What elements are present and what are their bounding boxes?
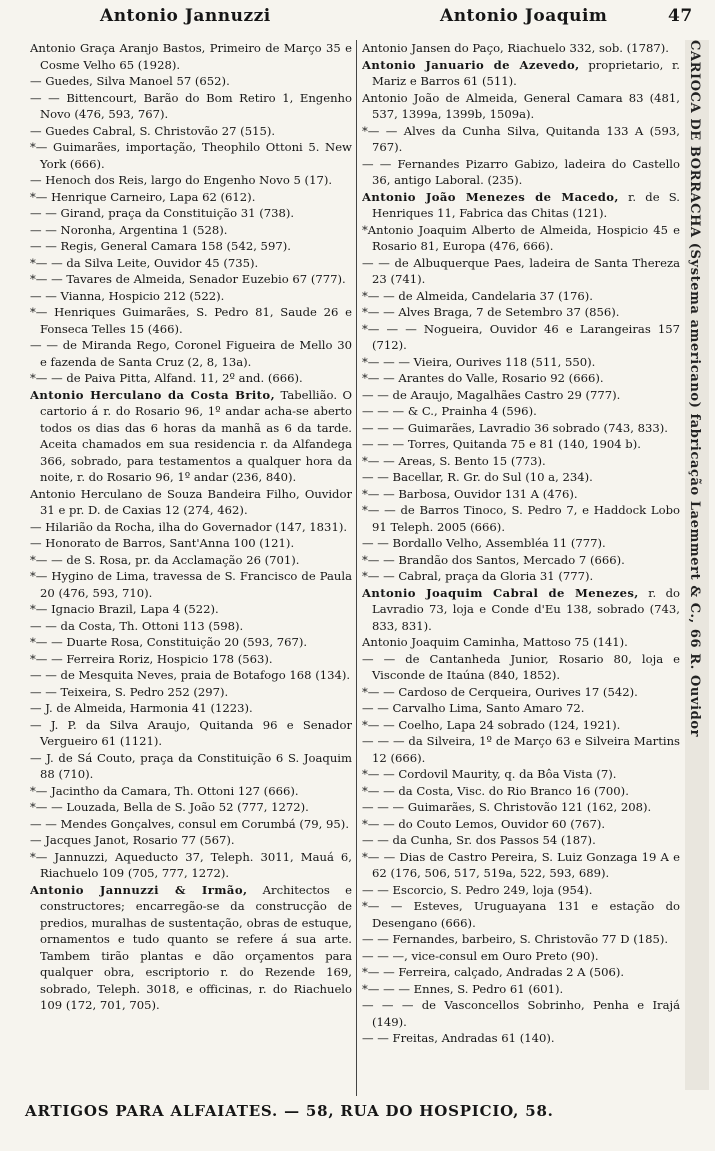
directory-entry [30, 40, 352, 73]
entry-text: *— — de S. Rosa, pr. da Acclamação 26 (701). [30, 552, 300, 567]
entry-text: — — — Torres, Quitanda 75 e 81 (140, 1904 b). [362, 437, 641, 451]
directory-entry [362, 783, 680, 800]
entry-text: — — Fernandes, barbeiro, S. Christovão 77 D (185). [362, 932, 669, 946]
entry-text: Antonio Graça Aranjo Bastos, Primeiro de Março 35 e Cosme Velho 65 (1928). [30, 41, 352, 72]
entry-text: *— — Duarte Rosa, Constituição 20 (593, 767). [30, 635, 308, 649]
directory-entry [362, 156, 680, 189]
entry-text: — J. P. da Silva Araujo, Quitanda 96 e Senador Vergueiro 61 (1121). [30, 717, 352, 748]
entry-text: *— — — Vieira, Ourives 118 (511, 550). [362, 354, 596, 369]
entry-text: — — Teixeira, S. Pedro 252 (297). [30, 684, 229, 699]
directory-entry [30, 90, 352, 123]
directory-entry [362, 40, 680, 57]
directory-entry [362, 981, 680, 998]
directory-entry [362, 552, 680, 569]
directory-entry [362, 370, 680, 387]
entry-text: — — Noronha, Argentina 1 (528). [30, 222, 228, 237]
directory-entry [30, 255, 352, 272]
directory-entry [30, 816, 352, 833]
column-divider [356, 40, 357, 1096]
entry-text: *— — Alves da Cunha Silva, Quitanda 133 A (593, 767). [362, 123, 680, 154]
entry-text: — — de Cantanheda Junior, Rosario 80, loja e Visconde de Itaúna (840, 1852). [362, 651, 680, 682]
entry-text: — — da Cunha, Sr. dos Passos 54 (187). [362, 833, 596, 847]
directory-entry [30, 73, 352, 90]
entry-text: — — da Costa, Th. Ottoni 113 (598). [30, 618, 244, 633]
directory-entry [362, 502, 680, 535]
directory-entry [30, 700, 352, 717]
entry-text: — — — da Silveira, 1º de Março 63 e Silveira Martins 12 (666). [362, 734, 680, 765]
directory-entry [362, 304, 680, 321]
directory-entry [30, 337, 352, 370]
entry-text: — — de Araujo, Magalhães Castro 29 (777). [362, 387, 621, 402]
directory-entry [362, 717, 680, 734]
directory-entry [30, 634, 352, 651]
entry-text: *— — Cordovil Maurity, q. da Bôa Vista (7). [362, 767, 617, 781]
entry-text: Antonio Joaquim Caminha, Mattoso 75 (141). [362, 635, 628, 649]
directory-entry [30, 222, 352, 239]
directory-entry [362, 766, 680, 783]
entry-text: Architectos e constructores; encarregão-se da construcção de predios, muralhas de sustentação, obras de estuque, ornamentos e tudo quanto se refere á sua arte. Tambem tirão plantas e dão orçamentos para qualquer obra, escriptorio r. do Rezende 169, sobrado, Teleph. 3018, e officinas, r. do Riachuelo 109 (172, 701, 705). [40, 882, 352, 1012]
entry-text: — — Bacellar, R. Gr. do Sul (10 a, 234). [362, 470, 593, 484]
directory-entry [362, 535, 680, 552]
entry-text: *— — Arantes do Valle, Rosario 92 (666). [362, 371, 604, 385]
directory-entry [362, 436, 680, 453]
footer-advert: ARTIGOS PARA ALFAIATES. — 58, RUA DO HOSPICIO, 58. [25, 1102, 554, 1120]
entry-text: *— — Alves Braga, 7 de Setembro 37 (856). [362, 305, 620, 319]
entry-text: — Hilarião da Rocha, ilha do Governador (147, 1831). [30, 519, 348, 534]
directory-entry [30, 205, 352, 222]
right-column [362, 40, 680, 1096]
entry-text: — — Girand, praça da Constituição 31 (738). [30, 206, 295, 220]
entry-text: *— Jannuzzi, Aqueducto 37, Teleph. 3011, Mauá 6, Riachuelo 109 (705, 777, 1272). [30, 849, 352, 880]
entry-text: — Guedes Cabral, S. Christovão 27 (515). [30, 123, 276, 138]
directory-entry [362, 288, 680, 305]
directory-entry [30, 684, 352, 701]
directory-entry [30, 304, 352, 337]
entry-text: — — de Albuquerque Paes, ladeira de Santa Thereza 23 (741). [362, 255, 680, 286]
entry-text: Tabellião. O cartorio á r. do Rosario 96, 1º andar acha-se aberto todos os dias das 6 horas da manhã as 6 da tarde. Aceita chamados em sua residencia r. da Alfandega 366, sobrado, para testamentos a qualquer hora da noite, r. do Rosario 96, 1º andar (236, 840). [40, 387, 352, 484]
entry-text: — Jacques Janot, Rosario 77 (567). [30, 833, 235, 847]
directory-entry [362, 948, 680, 965]
right-running-head: Antonio Joaquim [440, 6, 608, 26]
entry-text: *— Hygino de Lima, travessa de S. Francisco de Paula 20 (476, 593, 710). [30, 569, 352, 600]
directory-entry [30, 552, 352, 569]
entry-text: — — Fernandes Pizarro Gabizo, ladeira do Castello 36, antigo Laboral. (235). [362, 156, 680, 187]
directory-entry [362, 255, 680, 288]
directory-entry [362, 684, 680, 701]
directory-entry [362, 420, 680, 437]
directory-entry [362, 90, 680, 123]
directory-entry [30, 535, 352, 552]
directory-entry [362, 321, 680, 354]
entry-text: — — — de Vasconcellos Sobrinho, Penha e Irajá (149). [362, 998, 680, 1029]
directory-entry [362, 849, 680, 882]
entry-text: *— — Brandão dos Santos, Mercado 7 (666). [362, 552, 625, 567]
entry-lead: Antonio João Menezes de Macedo, [362, 189, 619, 204]
entry-text: *— — de Barros Tinoco, S. Pedro 7, e Haddock Lobo 91 Teleph. 2005 (666). [362, 503, 680, 534]
entry-text: — Guedes, Silva Manoel 57 (652). [30, 74, 230, 88]
directory-entry [30, 717, 352, 750]
sidebar-advert [685, 40, 709, 1090]
entry-text: *— — Esteves, Uruguayana 131 e estação do Desengano (666). [362, 899, 680, 930]
entry-text: — J. de Almeida, Harmonia 41 (1223). [30, 701, 253, 715]
directory-entry [362, 700, 680, 717]
entry-text: — Honorato de Barros, Sant'Anna 100 (121). [30, 536, 295, 550]
entry-text: — — Bittencourt, Barão do Bom Retiro 1, Engenho Novo (476, 593, 767). [30, 90, 352, 121]
entry-text: — — — Guimarães, Lavradio 36 sobrado (743, 833). [362, 420, 668, 435]
entry-text: *— Henrique Carneiro, Lapa 62 (612). [30, 189, 256, 204]
directory-entry [362, 222, 680, 255]
directory-entry [362, 733, 680, 766]
entry-text: *— — Cardoso de Cerqueira, Ourives 17 (542). [362, 684, 638, 699]
entry-text: proprietario, r. Mariz e Barros 61 (511). [372, 57, 680, 88]
entry-text: — — de Miranda Rego, Coronel Figueira de Mello 30 e fazenda de Santa Cruz (2, 8, 13a). [30, 338, 352, 369]
entry-text: *— Henriques Guimarães, S. Pedro 81, Saude 26 e Fonseca Telles 15 (466). [30, 305, 352, 336]
entry-text: — — Bordallo Velho, Assembléa 11 (777). [362, 536, 606, 550]
directory-entry [362, 1030, 680, 1047]
directory-entry [30, 238, 352, 255]
directory-entry [362, 832, 680, 849]
directory-entry [362, 997, 680, 1030]
directory-entry [30, 849, 352, 882]
entry-text: *— — Coelho, Lapa 24 sobrado (124, 1921). [362, 717, 621, 732]
directory-entry [30, 568, 352, 601]
directory-entry [362, 585, 680, 635]
entry-lead: Antonio Jannuzzi & Irmão, [30, 882, 248, 897]
entry-text: Antonio Jansen do Paço, Riachuelo 332, sob. (1787). [362, 41, 669, 55]
directory-entry [30, 783, 352, 800]
entry-text: *— — da Costa, Visc. do Rio Branco 16 (700). [362, 783, 629, 798]
directory-entry [362, 453, 680, 470]
directory-entry [362, 486, 680, 503]
entry-text: *— — Dias de Castro Pereira, S. Luiz Gonzaga 19 A e 62 (176, 506, 517, 519a, 522, 593, 689). [362, 849, 680, 880]
directory-entry [30, 288, 352, 305]
entry-text: — — de Mesquita Neves, praia de Botafogo 168 (134). [30, 668, 351, 682]
entry-text: *— Ignacio Brazil, Lapa 4 (522). [30, 602, 219, 616]
entry-text: — — — & C., Prainha 4 (596). [362, 404, 537, 418]
directory-entry [30, 172, 352, 189]
entry-text: — — Escorcio, S. Pedro 249, loja (954). [362, 882, 593, 897]
entry-text: Antonio João de Almeida, General Camara 83 (481, 537, 1399a, 1399b, 1509a). [362, 90, 680, 121]
directory-entry [30, 139, 352, 172]
directory-entry [362, 898, 680, 931]
entry-lead: Antonio Januario de Azevedo, [362, 57, 580, 72]
entry-text: — — Carvalho Lima, Santo Amaro 72. [362, 701, 585, 715]
directory-entry [30, 601, 352, 618]
directory-entry [362, 123, 680, 156]
directory-entry [30, 799, 352, 816]
entry-lead: Antonio Herculano da Costa Brito, [30, 387, 276, 402]
entry-text: — — Freitas, Andradas 61 (140). [362, 1031, 555, 1045]
directory-entry [30, 271, 352, 288]
directory-entry [30, 618, 352, 635]
directory-entry [362, 799, 680, 816]
entry-text: — J. de Sá Couto, praça da Constituição 6 S. Joaquim 88 (710). [30, 750, 352, 781]
entry-text: Antonio Herculano de Souza Bandeira Filho, Ouvidor 31 e pr. D. de Caxias 12 (274, 462). [30, 486, 352, 517]
directory-entry [30, 667, 352, 684]
entry-text: *— — de Paiva Pitta, Alfand. 11, 2º and. (666). [30, 371, 303, 385]
entry-text: r. de S. Henriques 11, Fabrica das Chitas (121). [372, 189, 680, 220]
entry-text: *— — Ferreira, calçado, Andradas 2 A (506). [362, 965, 625, 979]
directory-entry [362, 964, 680, 981]
entry-text: — — —, vice-consul em Ouro Preto (90). [362, 948, 599, 963]
entry-text: *— — do Couto Lemos, Ouvidor 60 (767). [362, 816, 606, 831]
entry-text: *— — — Ennes, S. Pedro 61 (601). [362, 981, 564, 996]
directory-entry [362, 354, 680, 371]
entry-text: *— — Barbosa, Ouvidor 131 A (476). [362, 486, 578, 501]
entry-text: *— — de Almeida, Candelaria 37 (176). [362, 288, 593, 303]
left-running-head: Antonio Jannuzzi [100, 6, 271, 26]
directory-entry [362, 651, 680, 684]
page-number: 47 [668, 6, 693, 26]
directory-entry [362, 189, 680, 222]
directory-entry [30, 387, 352, 486]
entry-text: *— Guimarães, importação, Theophilo Ottoni 5. New York (666). [30, 140, 352, 171]
directory-entry [30, 123, 352, 140]
directory-entry [30, 486, 352, 519]
directory-entry [362, 568, 680, 585]
entry-text: — — Vianna, Hospicio 212 (522). [30, 288, 225, 303]
directory-entry [362, 882, 680, 899]
entry-text: r. do Lavradio 73, loja e Conde d'Eu 138, sobrado (743, 833, 831). [372, 585, 680, 633]
entry-lead: Antonio Joaquim Cabral de Menezes, [362, 585, 639, 600]
entry-text: *— — Ferreira Roriz, Hospicio 178 (563). [30, 651, 273, 666]
sidebar-advert-text: CARIOCA DE BORRACHA (Systema americano) fabricação Laemmert & C., 66 R. Ouvidor [687, 40, 702, 738]
entry-text: *— — da Silva Leite, Ouvidor 45 (735). [30, 255, 259, 270]
directory-entry [362, 57, 680, 90]
directory-entry [362, 634, 680, 651]
directory-entry [362, 816, 680, 833]
directory-entry [30, 370, 352, 387]
entry-text: *— Jacintho da Camara, Th. Ottoni 127 (666). [30, 783, 299, 798]
entry-text: *— — Tavares de Almeida, Senador Euzebio 67 (777). [30, 272, 346, 286]
entry-text: — — — Guimarães, S. Christovão 121 (162, 208). [362, 800, 652, 814]
directory-entry [362, 931, 680, 948]
directory-entry [30, 189, 352, 206]
entry-text: *Antonio Joaquim Alberto de Almeida, Hospicio 45 e Rosario 81, Europa (476, 666). [362, 222, 680, 253]
entry-text: *— — Areas, S. Bento 15 (773). [362, 453, 546, 468]
directory-entry [30, 651, 352, 668]
entry-text: — — Mendes Gonçalves, consul em Corumbá (79, 95). [30, 816, 349, 831]
entry-text: *— — — Nogueira, Ouvidor 46 e Larangeiras 157 (712). [362, 321, 680, 352]
entry-text: *— — Louzada, Bella de S. João 52 (777, 1272). [30, 800, 309, 814]
directory-entry [30, 832, 352, 849]
directory-entry [30, 750, 352, 783]
directory-entry [362, 469, 680, 486]
entry-text: — Henoch dos Reis, largo do Engenho Novo 5 (17). [30, 173, 333, 187]
directory-entry [362, 403, 680, 420]
directory-entry [30, 519, 352, 536]
directory-entry [30, 882, 352, 1014]
directory-entry [362, 387, 680, 404]
left-column [30, 40, 352, 1096]
entry-text: *— — Cabral, praça da Gloria 31 (777). [362, 569, 594, 583]
entry-text: — — Regis, General Camara 158 (542, 597). [30, 239, 291, 253]
